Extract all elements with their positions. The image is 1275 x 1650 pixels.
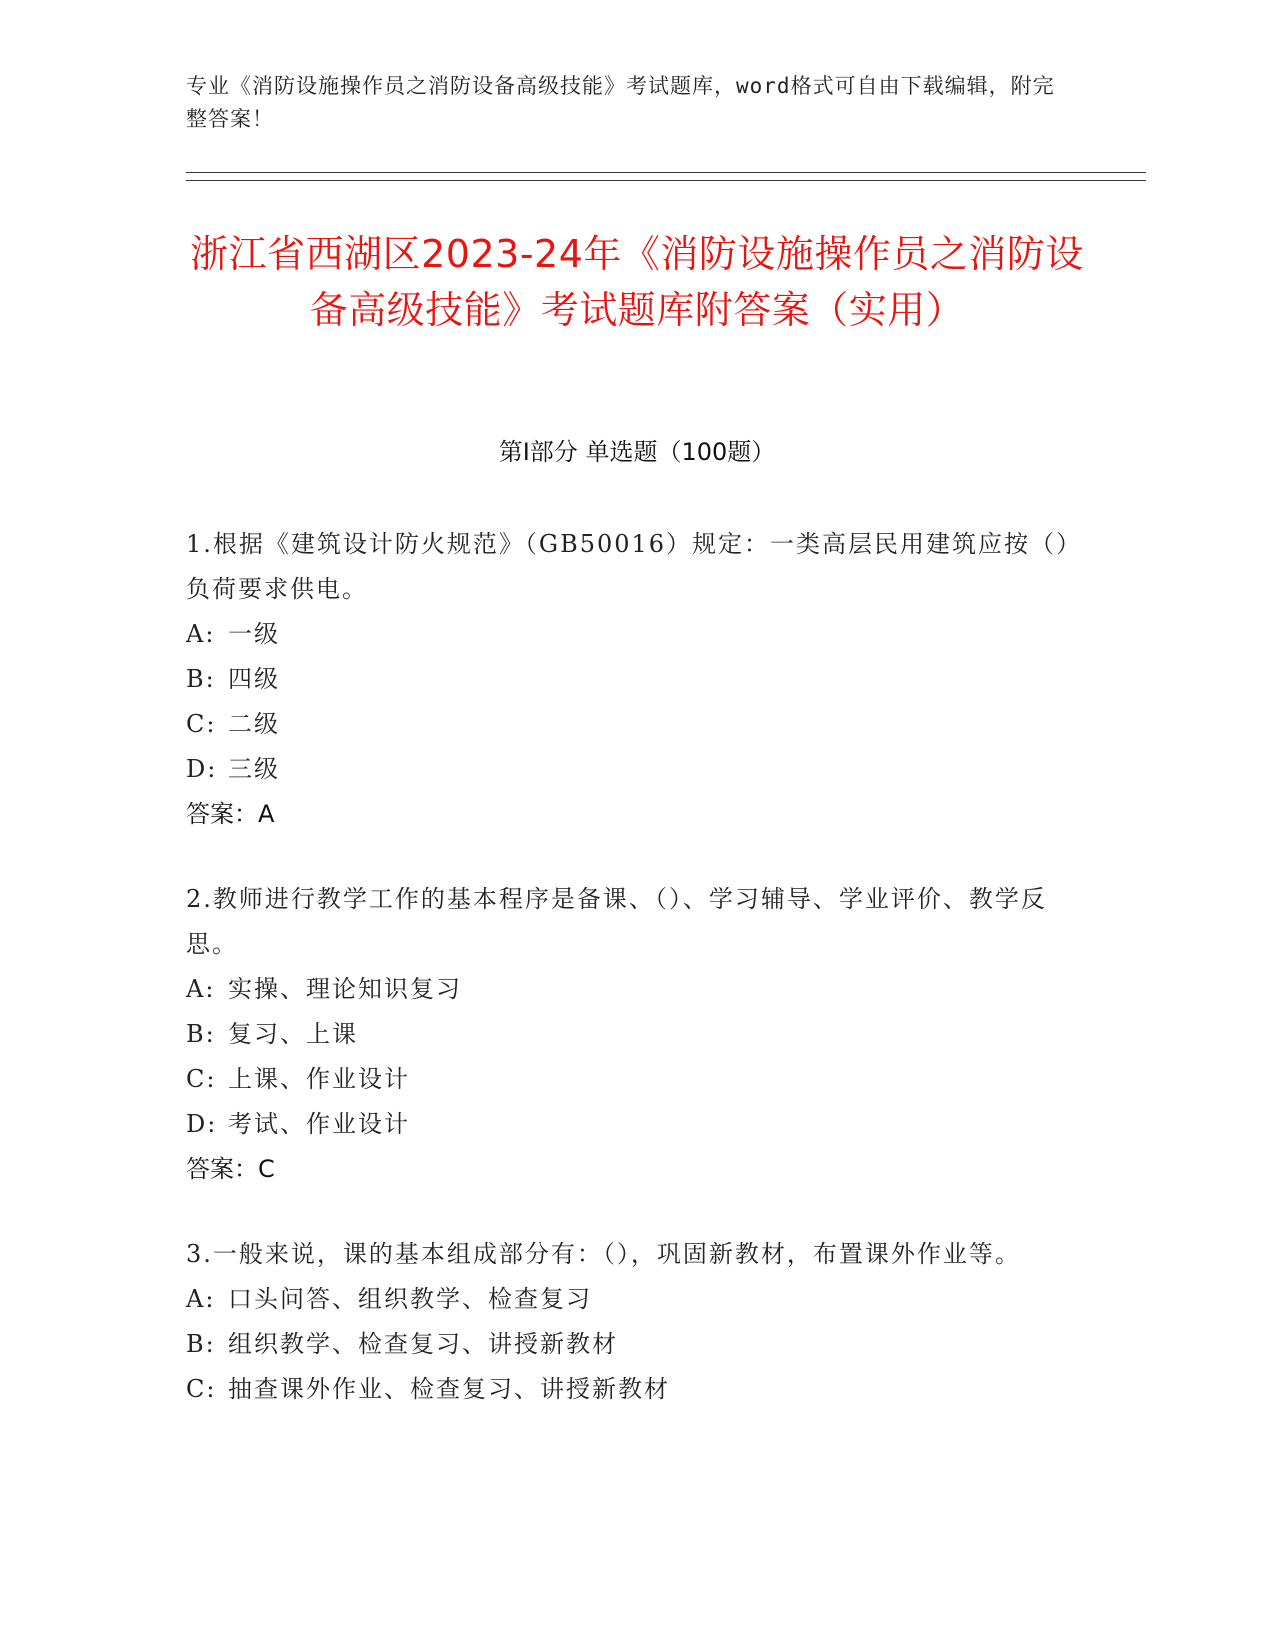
option-text: 三级	[228, 755, 280, 783]
option-letter: A:	[186, 1285, 216, 1313]
option-text: 组织教学、检查复习、讲授新教材	[228, 1330, 618, 1358]
option-letter: C:	[186, 1065, 217, 1093]
option-d	[186, 1102, 1086, 1147]
question-2	[186, 877, 1086, 1192]
option-letter: C:	[186, 710, 217, 738]
option-a	[186, 1277, 1086, 1322]
option-letter: B:	[186, 665, 216, 693]
document-title: 浙江省西湖区2023-24年《消防设施操作员之消防设备高级技能》考试题库附答案（实用）	[190, 232, 1084, 332]
answer-line: 答案：C	[186, 1155, 275, 1183]
option-letter: A:	[186, 620, 216, 648]
header-divider-top	[186, 172, 1146, 173]
question-list	[186, 522, 1086, 1452]
section-title: 第I部分 单选题（100题）	[498, 438, 776, 466]
option-letter: A:	[186, 975, 216, 1003]
option-a	[186, 967, 1086, 1012]
question-stem: 1.根据《建筑设计防火规范》（GB50016）规定：一类高层民用建筑应按（）负荷要求供电。	[186, 530, 1083, 603]
question-stem: 3.一般来说，课的基本组成部分有：（），巩固新教材，布置课外作业等。	[186, 1240, 1021, 1268]
option-text: 四级	[228, 665, 280, 693]
option-a	[186, 612, 1086, 657]
option-text: 上课、作业设计	[228, 1065, 410, 1093]
option-letter: B:	[186, 1330, 216, 1358]
question-stem: 2.教师进行教学工作的基本程序是备课、（）、学习辅导、学业评价、教学反思。	[186, 885, 1047, 958]
question-3	[186, 1232, 1086, 1412]
option-d	[186, 747, 1086, 792]
option-b	[186, 657, 1086, 702]
header-divider-bottom	[186, 180, 1146, 181]
header-note: 专业《消防设施操作员之消防设备高级技能》考试题库，word格式可自由下载编辑，附完整答案！	[186, 74, 1055, 131]
option-c	[186, 1367, 1086, 1412]
option-text: 复习、上课	[228, 1020, 358, 1048]
option-text: 实操、理论知识复习	[228, 975, 462, 1003]
option-text: 二级	[228, 710, 280, 738]
option-letter: B:	[186, 1020, 216, 1048]
option-b	[186, 1322, 1086, 1367]
option-b	[186, 1012, 1086, 1057]
option-c	[186, 1057, 1086, 1102]
option-text: 考试、作业设计	[228, 1110, 410, 1138]
option-text: 一级	[228, 620, 280, 648]
question-1	[186, 522, 1086, 837]
option-text: 抽查课外作业、检查复习、讲授新教材	[228, 1375, 670, 1403]
option-letter: D:	[186, 755, 218, 783]
option-letter: D:	[186, 1110, 218, 1138]
answer-line: 答案：A	[186, 800, 275, 828]
option-letter: C:	[186, 1375, 217, 1403]
option-c	[186, 702, 1086, 747]
option-text: 口头问答、组织教学、检查复习	[228, 1285, 592, 1313]
